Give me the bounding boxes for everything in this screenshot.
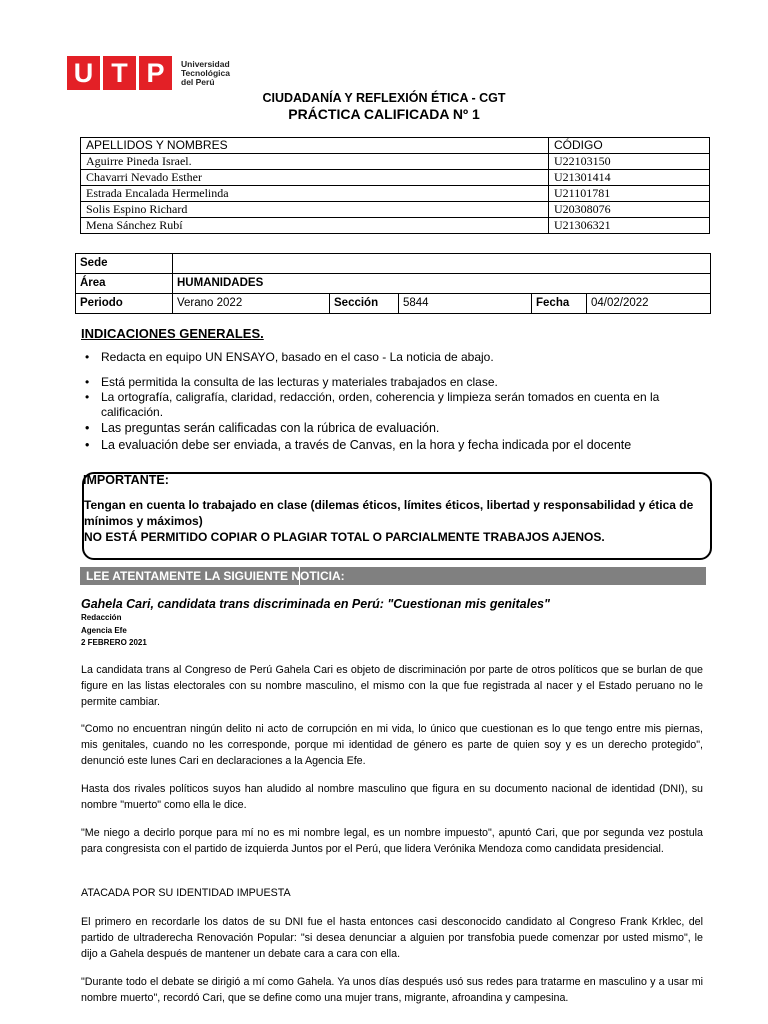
logo-text: Universidad Tecnológica del Perú [181,58,230,87]
logo-letter: P [139,56,172,90]
student-name: Aguirre Pineda Israel. [81,154,549,170]
student-code: U21101781 [549,186,710,202]
seccion-label: Sección [330,294,399,314]
list-item: • La ortografía, caligrafía, claridad, redacción, orden, coherencia y limpieza serán tomados en cuenta en la calificación. [84,390,710,420]
article-paragraph: El primero en recordarle los datos de su DNI fue el hasta entonces casi desconocido candidato al Congreso Frank Krklec, del partido de ultraderecha Renovación Popular: "si desea denunciar a alguien por transfobia puede comenzar por usted mismo", le dijo a Gahela después de mantener un debate cara a cara con ella. [81,916,703,960]
table-row [81,154,710,170]
article-paragraph: "Durante todo el debate se dirigió a mí como Gahela. Ya unos días después usó sus redes para tratarme en masculino y a usar mi nombre muerto", recordó Cari, que se define como una mujer trans, migrante, afroandina y campesina. [81,976,703,1004]
logo-letter: T [103,56,136,90]
exam-title: PRÁCTICA CALIFICADA Nº 1 [288,106,480,122]
seccion-value: 5844 [399,294,532,314]
table-row [81,186,710,202]
table-header-row [81,138,710,154]
course-title: CIUDADANÍA Y REFLEXIÓN ÉTICA - CGT [262,91,506,105]
article-date: 2 FEBRERO 2021 [81,638,147,647]
header-names: APELLIDOS Y NOMBRES [81,138,549,154]
list-item: • La evaluación debe ser enviada, a través de Canvas, en la hora y fecha indicada por el docente [84,437,710,454]
sede-label: Sede [76,254,173,274]
periodo-value: Verano 2022 [173,294,330,314]
student-code: U22103150 [549,154,710,170]
area-row [76,274,711,294]
student-name: Chavarri Nevado Esther [81,170,549,186]
student-code: U21306321 [549,218,710,234]
utp-logo [67,56,230,90]
area-value: HUMANIDADES [173,274,711,294]
important-title: IMPORTANTE: [83,473,169,487]
student-code: U20308076 [549,202,710,218]
logo-letter: U [67,56,100,90]
article-byline: Redacción [81,613,122,622]
students-table [80,137,710,234]
article-paragraph: "Como no encuentran ningún delito ni acto de corrupción en mi vida, lo único que cuestionan es lo que tengo entre mis piernas, mis genitales, cuando no les corresponde, porque mi identidad de género es parte de quien soy y es un derecho protegido", denunció este lunes Cari en declaraciones a la Agencia Efe. [81,723,703,767]
plagiarism-warning: NO ESTÁ PERMITIDO COPIAR O PLAGIAR TOTAL O PARCIALMENTE TRABAJOS AJENOS. [84,530,605,544]
article-subheading: ATACADA POR SU IDENTIDAD IMPUESTA [81,887,291,899]
list-item: • Las preguntas serán calificadas con la rúbrica de evaluación. [84,420,710,437]
fecha-label: Fecha [532,294,587,314]
periodo-row [76,294,711,314]
student-code: U21301414 [549,170,710,186]
notice-bar-text: LEE ATENTAMENTE LA SIGUIENTE NOTICIA: [86,569,345,583]
fecha-value: 04/02/2022 [587,294,711,314]
student-name: Estrada Encalada Hermelinda [81,186,549,202]
article-paragraph: La candidata trans al Congreso de Perú Gahela Cari es objeto de discriminación por parte de otros políticos que se burlan de que figure en las listas electorales con su nombre masculino, el mismo con la que fue registrada al nacer y el Estado peruano no le permite cambiar. [81,664,703,708]
header-code: CÓDIGO [549,138,710,154]
student-name: Mena Sánchez Rubí [81,218,549,234]
area-label: Área [76,274,173,294]
course-info-table [75,253,711,314]
periodo-label: Periodo [76,294,173,314]
indicaciones-list [84,350,710,454]
table-row [81,218,710,234]
important-body: Tengan en cuenta lo trabajado en clase (dilemas éticos, límites éticos, libertad y responsabilidad y ética de mínimos y máximos) [84,498,694,528]
article-title: Gahela Cari, candidata trans discriminada en Perú: "Cuestionan mis genitales" [81,597,550,611]
indicaciones-title: INDICACIONES GENERALES. [81,326,264,341]
list-item: • Redacta en equipo UN ENSAYO, basado en el caso - La noticia de abajo. [84,350,710,365]
article-paragraph: Hasta dos rivales políticos suyos han aludido al nombre masculino que figura en su documento nacional de identidad (DNI), su nombre "muerto" como ella le dice. [81,783,703,811]
table-row [81,170,710,186]
list-item: • Está permitida la consulta de las lecturas y materiales trabajados en clase. [84,375,710,390]
article-agency: Agencia Efe [81,626,127,635]
student-name: Solis Espino Richard [81,202,549,218]
sede-row [76,254,711,274]
table-row [81,202,710,218]
sede-value [173,254,711,274]
article-paragraph: "Me niego a decirlo porque para mí no es mi nombre legal, es un nombre impuesto", apuntó Cari, que por segunda vez postula para congresista con el partido de izquierda Juntos por el Perú, que lidera Verónika Mendoza como candidata presidencial. [81,827,703,855]
